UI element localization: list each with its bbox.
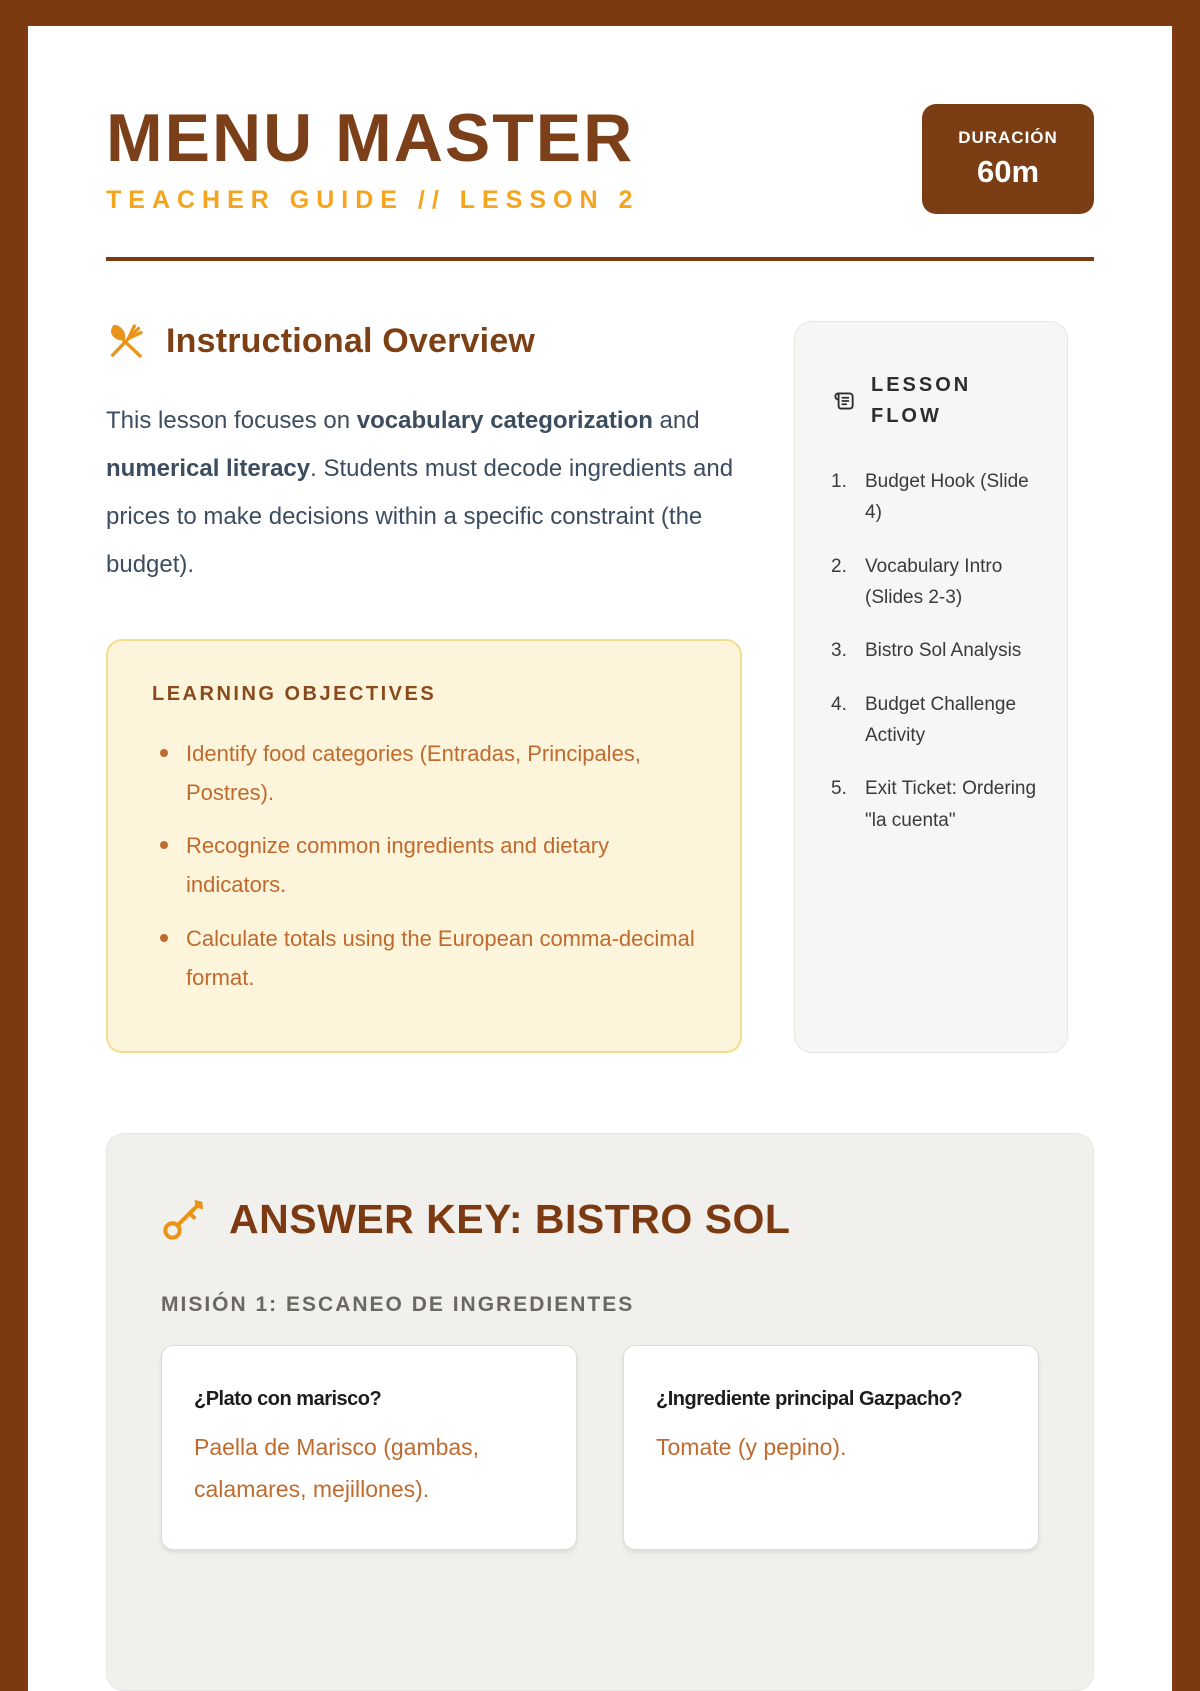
overview-paragraph-seg2: vocabulary categorization (356, 407, 653, 434)
header-text (106, 100, 640, 215)
learning-objectives-title: LEARNING OBJECTIVES (152, 683, 437, 705)
overview-heading: Instructional Overview (166, 321, 536, 360)
lesson-flow-step-label: Bistro Sol Analysis (865, 640, 1022, 662)
overview-heading-row (106, 321, 742, 361)
header (106, 100, 1094, 215)
overview-paragraph-seg3: and (652, 407, 700, 434)
main-area (106, 321, 1094, 1053)
overview-paragraph-seg5: . Students must decode ingredients and prices to make decisions within a specific constraint (the budget). (106, 455, 734, 578)
learning-objectives-list (152, 734, 696, 997)
overview-paragraph-seg4: numerical literacy (106, 455, 311, 482)
lesson-flow-step-label: Budget Hook (Slide 4) (865, 471, 1029, 524)
lesson-flow-step (831, 551, 1043, 614)
page-subtitle: TEACHER GUIDE // LESSON 2 (106, 186, 640, 214)
key-icon (161, 1196, 207, 1242)
objective-item: Recognize common ingredients and dietary indicators. (152, 826, 696, 904)
overview-paragraph-seg1: This lesson focuses on (106, 407, 357, 434)
answer-card (161, 1345, 577, 1550)
duration-badge-value: 60m (976, 154, 1040, 189)
lesson-flow-card (794, 321, 1068, 1053)
learning-objectives-box (106, 639, 742, 1053)
duration-badge (922, 104, 1094, 214)
objective-item: Calculate totals using the European comma-decimal format. (152, 919, 696, 997)
page-title: MENU MASTER (106, 100, 635, 176)
mission-heading: MISIÓN 1: ESCANEO DE INGREDIENTES (161, 1292, 635, 1316)
lesson-flow-step-label: Exit Ticket: Ordering "la cuenta" (865, 778, 1037, 831)
lesson-flow-step (831, 773, 1043, 836)
answer-key-heading-row (161, 1196, 1039, 1243)
lesson-flow-step-label: Budget Challenge Activity (865, 693, 1017, 747)
lesson-flow-list (831, 466, 1043, 836)
overview-section (106, 321, 742, 1053)
lesson-flow-title: LESSON FLOW (871, 374, 972, 427)
overview-paragraph (106, 397, 742, 589)
answer-key-card (106, 1133, 1094, 1691)
lesson-flow-step (831, 635, 1043, 666)
lesson-flow-step (831, 689, 1043, 752)
answer-cards-grid (161, 1345, 1039, 1550)
lesson-flow-step-label: Vocabulary Intro (Slides 2-3) (865, 555, 1003, 609)
utensils-crossed-icon (106, 321, 146, 361)
answer-key-heading: ANSWER KEY: BISTRO SOL (229, 1195, 791, 1242)
answer-card-question: ¿Ingrediente principal Gazpacho? (656, 1387, 963, 1410)
page (28, 26, 1172, 1691)
answer-card-question: ¿Plato con marisco? (194, 1387, 382, 1410)
answer-card-answer: Tomate (y pepino). (656, 1433, 847, 1460)
answer-card (623, 1345, 1039, 1550)
lesson-flow-step (831, 466, 1043, 529)
header-rule (106, 257, 1094, 261)
duration-badge-label: DURACIÓN (958, 128, 1058, 147)
scroll-icon (831, 388, 857, 414)
lesson-flow-heading-row (831, 370, 1043, 432)
answer-card-answer: Paella de Marisco (gambas, calamares, mejillones). (194, 1433, 480, 1503)
objective-item: Identify food categories (Entradas, Principales, Postres). (152, 734, 696, 812)
